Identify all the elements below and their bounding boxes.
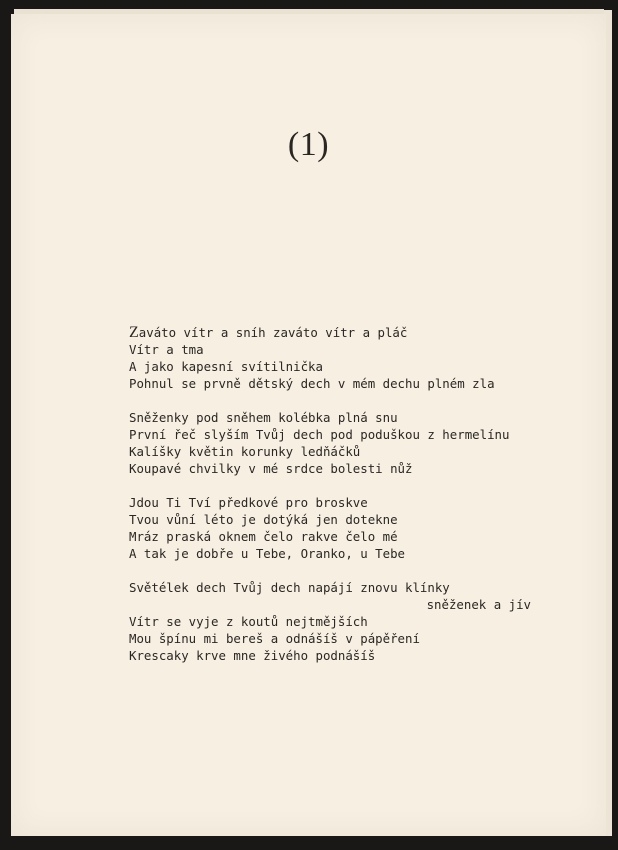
book-page	[11, 14, 606, 836]
poem-line: Vítr se vyje z koutů nejtmějších	[129, 614, 368, 629]
poem-line: A tak je dobře u Tebe, Oranko, u Tebe	[129, 546, 406, 561]
page-number: (1)	[287, 126, 330, 163]
poem-line: Krescaky krve mne živého podnášíš	[129, 648, 376, 663]
poem-line: Tvou vůní léto je dotýká jen dotekne	[129, 512, 398, 527]
poem-line: Koupavé chvilky v mé srdce bolesti nůž	[129, 461, 413, 476]
line-text: aváto vítr a sníh zaváto vítr a pláč	[138, 325, 408, 340]
poem-line: A jako kapesní svítilnička	[129, 359, 323, 374]
stanza-break	[129, 477, 531, 494]
poem-line: Mou špínu mi bereš a odnášíš v pápěření	[129, 631, 420, 646]
poem-line: Jdou Ti Tví předkové pro broskve	[129, 495, 368, 510]
poem-line-continuation: sněženek a jív	[426, 597, 531, 612]
stanza-break	[129, 392, 531, 409]
stanza-break	[129, 562, 531, 579]
poem-line: Vítr a tma	[129, 342, 204, 357]
poem-line: Sněženky pod sněhem kolébka plná snu	[129, 410, 398, 425]
poem	[129, 324, 531, 664]
poem-line: První řeč slyším Tvůj dech pod poduškou z hermelínu	[129, 427, 510, 442]
poem-line: Pohnul se prvně dětský dech v mém dechu plném zla	[129, 376, 495, 391]
poem-line	[129, 324, 531, 341]
poem-line: Mráz praská oknem čelo rakve čelo mé	[129, 529, 398, 544]
poem-line: Světélek dech Tvůj dech napájí znovu klínky	[129, 580, 450, 595]
poem-line: Kalíšky květin korunky ledňáčků	[129, 444, 361, 459]
initial-letter: Z	[129, 324, 139, 341]
